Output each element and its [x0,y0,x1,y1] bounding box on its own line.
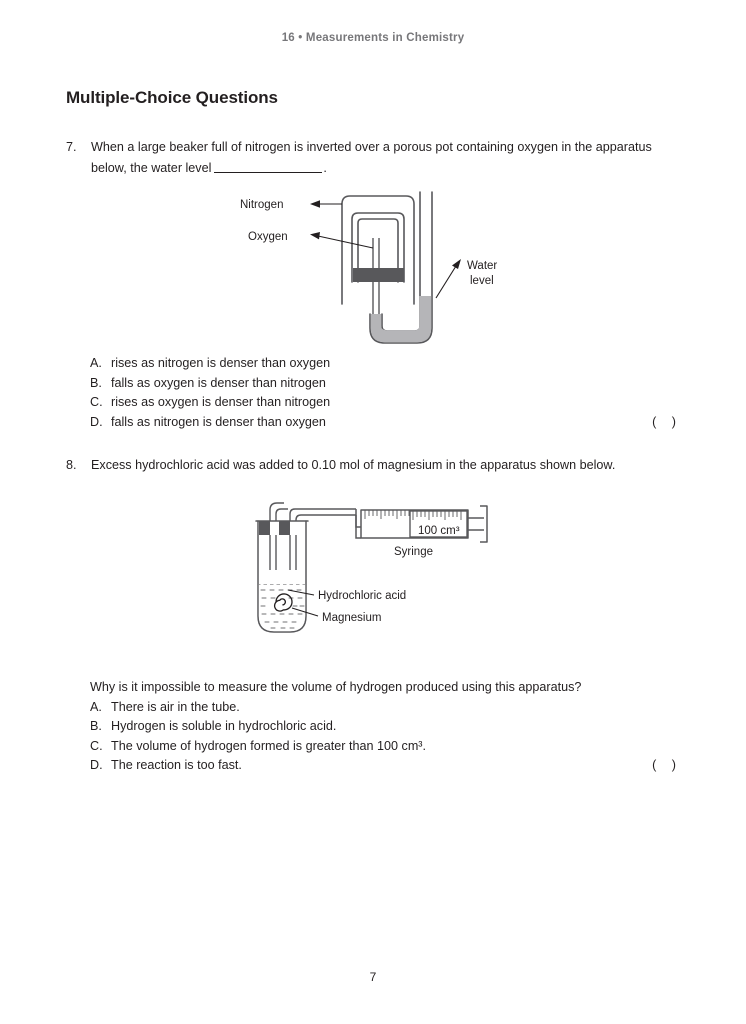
option-8-a-text: There is air in the tube. [111,699,240,714]
option-7-b[interactable] [90,374,682,394]
option-7-b-text: falls as oxygen is denser than nitrogen [111,375,326,390]
option-8-d-text: The reaction is too fast. [111,758,242,773]
figure-label-syringe-volume: 100 cm³ [418,525,460,537]
figure-label-oxygen: Oxygen [248,231,288,243]
question-7-text [91,137,680,179]
option-8-b-letter: B. [90,719,102,734]
question-7-stem: When a large beaker full of nitrogen is inverted over a porous pot containing oxygen in the apparatus below, the water level [91,140,652,175]
option-8-b-text: Hydrogen is soluble in hydrochloric acid. [111,719,337,734]
figure-label-syringe: Syringe [394,546,433,558]
option-7-a[interactable] [90,354,682,374]
water-level-leader-arrow [436,259,461,298]
fill-in-blank-7[interactable] [214,161,322,173]
question-8-number: 8. [66,458,77,472]
option-7-c[interactable] [90,393,682,413]
stopper-left-segment [259,521,270,535]
question-8-text: Excess hydrochloric acid was added to 0.10 mol of magnesium in the apparatus shown below. [91,458,616,472]
running-head: 16 • Measurements in Chemistry [281,32,465,44]
option-8-c-letter: C. [90,738,103,753]
figure-label-water-level-line1: Water [467,260,498,272]
inlet-tube [270,503,288,570]
option-7-a-text: rises as nitrogen is denser than oxygen [111,356,331,370]
option-8-d-letter: D. [90,758,103,773]
question-7-number: 7. [66,140,77,154]
option-7-d-letter: D. [90,414,103,429]
figure-label-nitrogen: Nitrogen [240,199,284,211]
figure-label-magnesium: Magnesium [322,612,382,624]
question-7-options [90,354,682,432]
manometer-water-fill [371,296,431,342]
question-7 [66,137,680,179]
figure-label-water-level-line2: level [470,275,494,287]
question-8-lead-in: Why is it impossible to measure the volume of hydrogen produced using this apparatus? [90,680,582,694]
option-8-a[interactable] [90,698,682,718]
option-7-d-text: falls as nitrogen is denser than oxygen [111,414,326,429]
figure-inverted-beaker-porous-pot-manometer [230,186,520,356]
option-7-b-letter: B. [90,375,102,390]
figure-test-tube-gas-syringe [248,498,498,648]
option-7-a-letter: A. [90,356,102,370]
page-title: Multiple-Choice Questions [66,88,278,107]
nitrogen-leader-arrow [310,200,342,208]
question-7-stem-end: . [323,161,327,175]
answer-bracket-8[interactable]: ( ) [652,758,682,773]
option-8-a-letter: A. [90,699,102,714]
stopper-right-segment [279,521,290,535]
option-8-c[interactable] [90,737,682,757]
option-8-d[interactable] [90,756,682,776]
question-8-options [90,678,682,776]
page-number: 7 [369,970,377,984]
option-7-d[interactable] [90,413,682,433]
option-7-c-text: rises as oxygen is denser than nitrogen [111,395,331,410]
delivery-tube-to-syringe [290,509,356,570]
option-7-c-letter: C. [90,395,103,410]
answer-bracket-7[interactable]: ( ) [652,414,682,429]
option-8-b[interactable] [90,717,682,737]
syringe-plunger-rod [468,506,487,542]
figure-label-hydrochloric-acid: Hydrochloric acid [318,590,407,602]
option-8-c-text: The volume of hydrogen formed is greater than 100 cm³. [111,738,427,753]
question-8 [66,455,680,476]
hydrochloric-acid-liquid [257,583,307,633]
